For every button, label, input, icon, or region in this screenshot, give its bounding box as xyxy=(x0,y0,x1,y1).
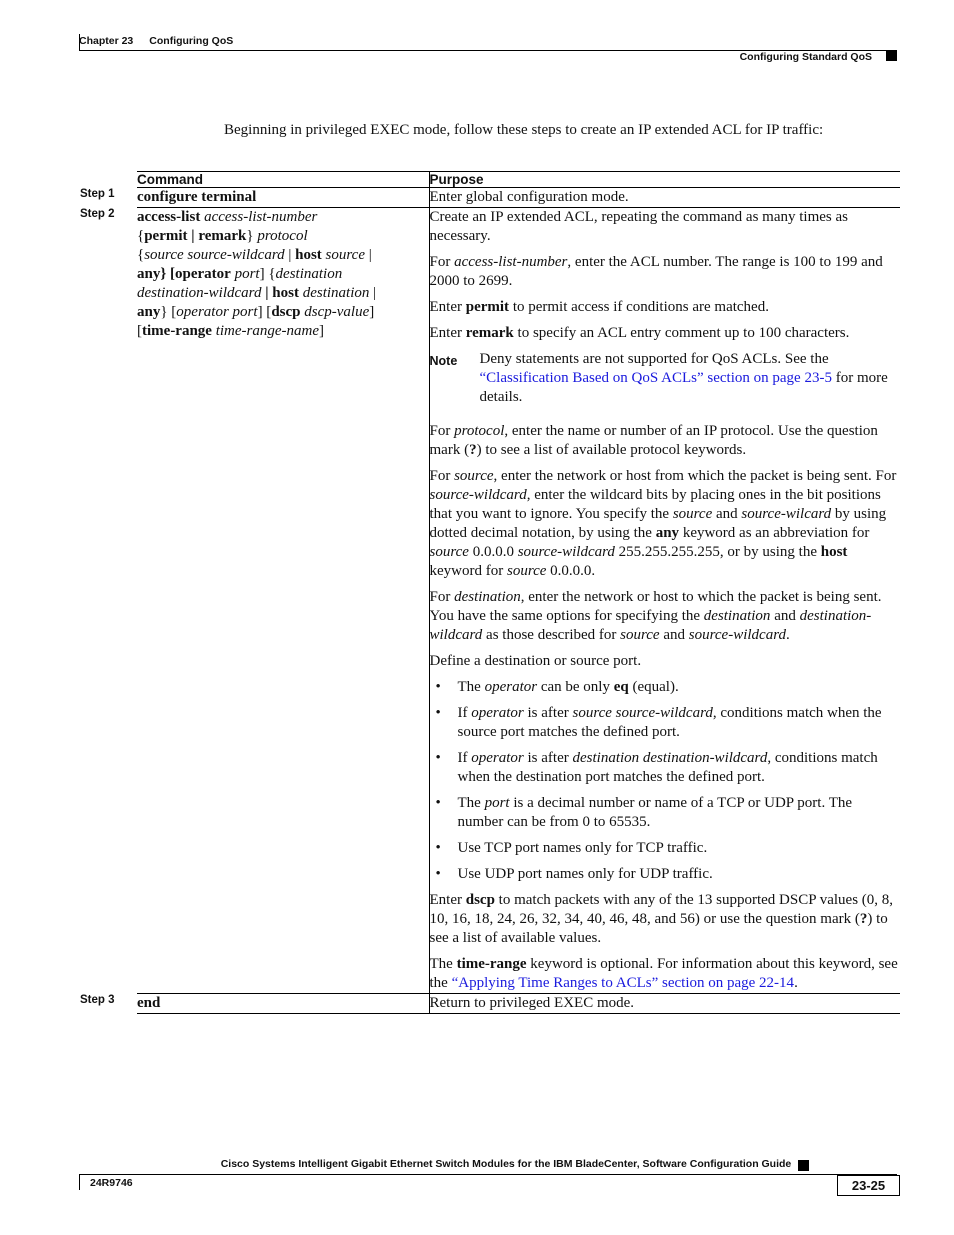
text-run: to match packets with any of the 13 supported DSCP values (0, 8, 10, 16, 18, 24, 26, 32, 34, 40, 46, 48, and 56) or use the question mark ( xyxy=(429,892,894,927)
text-run: Enter xyxy=(429,325,466,341)
text-run: 0.0.0.0. xyxy=(546,563,596,579)
text-run: destination destination-wildcard xyxy=(572,750,768,766)
command-text: configure terminal xyxy=(137,189,257,205)
purpose-paragraph: Define a destination or source port. xyxy=(429,653,642,669)
cmd-punct: | xyxy=(364,247,372,263)
text-run: and xyxy=(770,608,800,624)
text-run: source-wildcard xyxy=(429,487,527,503)
command-cell xyxy=(137,994,429,1014)
text-run: and xyxy=(659,627,689,643)
text-run: For xyxy=(429,589,455,605)
list-item xyxy=(430,794,901,832)
list-item xyxy=(430,749,901,787)
text-run: , conditions match when the destination port matches the defined port. xyxy=(457,750,878,785)
step-label: Step 2 xyxy=(80,207,115,220)
text-run: permit xyxy=(465,299,510,315)
text-run: host xyxy=(820,544,848,560)
text-run: For xyxy=(429,468,455,484)
cross-reference-link[interactable]: “Applying Time Ranges to ACLs” section on page 22-14 xyxy=(451,975,795,991)
text-run: by using dotted decimal notation, by using the xyxy=(429,506,887,541)
text-run: destination xyxy=(703,608,771,624)
text-run: , enter the network or host to which the packet is being sent. You have the same options for specifying the xyxy=(429,589,882,624)
text-run: access-list-number xyxy=(454,254,568,270)
cmd-keyword: host xyxy=(295,247,322,263)
intro-paragraph: Beginning in privileged EXEC mode, follow these steps to create an IP extended ACL for IP traffic: xyxy=(224,122,824,138)
step-label: Step 1 xyxy=(80,187,115,200)
text-run: source xyxy=(454,468,494,484)
note-label: Note xyxy=(429,354,458,368)
list-item xyxy=(430,704,901,742)
footer-book-title: Cisco Systems Intelligent Gigabit Ethernet Switch Modules for the IBM BladeCenter, Software Configuration Guide xyxy=(220,1158,792,1170)
column-header-purpose: Purpose xyxy=(429,172,900,188)
cmd-keyword: time-range xyxy=(142,323,212,339)
cmd-arg: destination xyxy=(298,285,370,301)
list-item: • Use UDP port names only for UDP traffic. xyxy=(430,865,901,884)
cmd-punct: ] [ xyxy=(257,304,272,320)
text-run: Enter xyxy=(429,299,466,315)
running-header-section: Configuring Standard QoS xyxy=(739,51,872,63)
cmd-punct: ] { xyxy=(259,266,276,282)
text-run: operator xyxy=(471,705,524,721)
running-header-chapter xyxy=(79,35,233,47)
cross-reference-link[interactable]: “Classification Based on QoS ACLs” section on page 23-5 xyxy=(479,370,832,386)
text-run: ? xyxy=(469,442,477,458)
text-run: port xyxy=(484,795,510,811)
purpose-paragraph xyxy=(430,467,901,581)
cmd-keyword: permit xyxy=(144,228,188,244)
text-run: (equal). xyxy=(628,679,679,695)
cmd-arg: source xyxy=(321,247,365,263)
note-callout xyxy=(430,350,901,407)
text-run: to specify an ACL entry comment up to 100 characters. xyxy=(513,325,850,341)
cmd-arg: destination xyxy=(275,266,343,282)
header-marker-block xyxy=(886,51,897,61)
text-run: , enter the ACL number. The range is 100 to 199 and 2000 to 2699. xyxy=(429,254,883,289)
cmd-punct: | xyxy=(187,228,199,244)
purpose-cell: Enter global configuration mode. xyxy=(429,188,900,208)
cmd-keyword: any} [operator xyxy=(137,266,231,282)
text-run: dscp xyxy=(465,892,495,908)
step-header-spacer xyxy=(80,172,137,188)
text-run: source-wilcard xyxy=(741,506,832,522)
cmd-arg: port xyxy=(230,266,260,282)
text-run: protocol xyxy=(454,423,505,439)
text-run: The xyxy=(457,795,485,811)
purpose-cell: Return to privileged EXEC mode. xyxy=(429,994,900,1014)
cmd-arg: access-list-number xyxy=(200,209,318,225)
cmd-keyword: any xyxy=(137,304,161,320)
text-run: source xyxy=(620,627,660,643)
command-cell xyxy=(137,208,429,994)
purpose-cell xyxy=(429,208,900,994)
command-text: end xyxy=(137,995,161,1011)
cmd-keyword: remark xyxy=(198,228,247,244)
text-run: ) to see a list of available protocol keywords. xyxy=(476,442,747,458)
footer-rule-vertical xyxy=(79,1174,80,1190)
table-header-row xyxy=(80,172,900,188)
text-run: can be only xyxy=(537,679,614,695)
command-cell xyxy=(137,188,429,208)
text-run: ) to see a list of available values. xyxy=(429,911,888,946)
text-run: operator xyxy=(471,750,524,766)
table-row-step-2 xyxy=(80,208,900,994)
command-syntax xyxy=(137,208,429,341)
text-run: is a decimal number or name of a TCP or UDP port. The number can be from 0 to 65535. xyxy=(457,795,853,830)
text-run: If xyxy=(457,750,472,766)
cmd-arg: protocol xyxy=(253,228,308,244)
text-run: destination xyxy=(454,589,521,605)
purpose-paragraph xyxy=(430,324,901,343)
text-run: The xyxy=(429,956,457,972)
cmd-keyword: host xyxy=(272,285,299,301)
procedure-table xyxy=(80,171,900,1014)
text-run: is after xyxy=(523,750,573,766)
text-run: , conditions match when the source port matches the defined port. xyxy=(457,705,882,740)
cmd-punct: } xyxy=(246,228,254,244)
text-run: keyword for xyxy=(429,563,507,579)
cmd-punct: | xyxy=(369,285,377,301)
text-run: . xyxy=(794,975,798,991)
footer-doc-number: 24R9746 xyxy=(90,1177,133,1189)
cmd-keyword: dscp xyxy=(271,304,301,320)
text-run: remark xyxy=(465,325,514,341)
table-row-step-3 xyxy=(80,994,900,1014)
text-run: is after xyxy=(523,705,573,721)
cmd-keyword: access-list xyxy=(137,209,201,225)
purpose-paragraph xyxy=(430,588,901,645)
text-run: as those described for xyxy=(482,627,621,643)
text-run: ? xyxy=(859,911,868,927)
cmd-punct: | xyxy=(284,247,296,263)
list-item: • Use TCP port names only for TCP traffic. xyxy=(430,839,901,858)
chapter-number: Chapter 23 xyxy=(79,35,134,47)
cmd-punct: } [ xyxy=(160,304,177,320)
text-run: eq xyxy=(613,679,629,695)
text-run: source-wildcard xyxy=(688,627,786,643)
cmd-punct: { xyxy=(137,228,145,244)
purpose-paragraph: Create an IP extended ACL, repeating the command as many times as necessary. xyxy=(429,209,848,244)
purpose-paragraph xyxy=(430,298,901,317)
text-run: Deny statements are not supported for QoS ACLs. See the xyxy=(479,351,829,367)
text-run: operator xyxy=(484,679,538,695)
text-run: to permit access if conditions are matched. xyxy=(509,299,769,315)
note-text xyxy=(480,350,901,407)
purpose-paragraph xyxy=(430,891,901,948)
text-run: for more details. xyxy=(479,370,888,405)
text-run: The xyxy=(457,679,485,695)
text-run: . xyxy=(785,627,790,643)
text-run: For xyxy=(429,254,455,270)
text-run: time-range xyxy=(456,956,527,972)
footer-marker-block xyxy=(798,1160,809,1171)
text-run: If xyxy=(457,705,472,721)
purpose-paragraph xyxy=(430,253,901,291)
cmd-arg: time-range-name xyxy=(211,323,320,339)
text-run: source xyxy=(506,563,547,579)
page-number: 23-25 xyxy=(837,1175,900,1196)
bullet-list xyxy=(430,678,901,884)
footer-rule xyxy=(79,1174,897,1175)
cmd-punct: [ xyxy=(137,323,142,339)
text-run: keyword is optional. For information about this keyword, see the xyxy=(429,956,898,991)
text-run: Enter xyxy=(429,892,466,908)
text-run: source xyxy=(429,544,469,560)
text-run: source source-wildcard xyxy=(572,705,713,721)
text-run: For xyxy=(429,423,455,439)
text-run: , enter the wildcard bits by placing ones in the bit positions that you want to ignore. You specify the xyxy=(429,487,881,522)
text-run: 0.0.0.0 xyxy=(468,544,518,560)
text-run: 255.255.255.255, or by using the xyxy=(614,544,821,560)
text-run: source xyxy=(672,506,713,522)
step-label: Step 3 xyxy=(80,993,115,1006)
table-row-step-1 xyxy=(80,188,900,208)
text-run: source-wildcard xyxy=(517,544,615,560)
text-run: , enter the network or host from which the packet is being sent. For xyxy=(493,468,897,484)
cmd-arg: operator port xyxy=(176,304,258,320)
text-run: and xyxy=(712,506,742,522)
cmd-punct: ] xyxy=(369,304,375,320)
cmd-punct: ] xyxy=(319,323,325,339)
chapter-title: Configuring QoS xyxy=(149,35,234,47)
cmd-punct: | xyxy=(261,285,273,301)
text-run: , enter the name or number of an IP protocol. Use the question mark ( xyxy=(429,423,878,458)
purpose-paragraph xyxy=(430,422,901,460)
cmd-arg: dscp-value xyxy=(300,304,370,320)
cmd-arg: destination-wildcard xyxy=(137,285,262,301)
cmd-punct: { xyxy=(137,247,145,263)
list-item xyxy=(430,678,901,697)
column-header-command: Command xyxy=(137,172,429,188)
text-run: destination-wildcard xyxy=(429,608,872,643)
cmd-arg: source source-wildcard xyxy=(144,247,285,263)
text-run: keyword as an abbreviation for xyxy=(679,525,870,541)
text-run: any xyxy=(655,525,680,541)
purpose-paragraph xyxy=(430,955,901,993)
